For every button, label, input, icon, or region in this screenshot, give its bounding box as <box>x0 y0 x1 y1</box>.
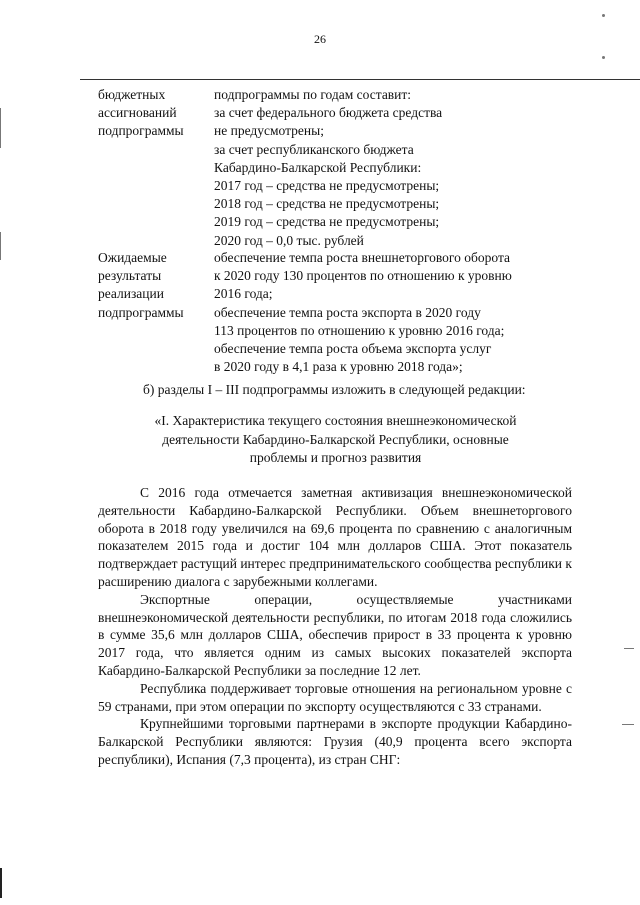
table-top-rule <box>80 79 640 80</box>
body-text <box>98 484 572 769</box>
paragraph: Экспортные операции, осуществляемые участниками внешнеэкономической деятельности республики, по итогам 2018 года сложились в сумме 35,6 млн долларов США, обеспечив прирост в 33 процента к уровню 2017 года, что является одним из самых высоких показателей экспорта Кабардино-Балкарской Республики за последние 12 лет. <box>98 591 572 678</box>
scan-speck <box>602 56 605 59</box>
scan-speck <box>624 648 634 649</box>
row-label: бюджетных ассигнований подпрограммы <box>98 87 184 139</box>
scan-mark <box>0 108 1 148</box>
scan-mark <box>0 868 2 898</box>
row-content: подпрограммы по годам составит: за счет федерального бюджета средства не предусмотрены; за счет республиканского бюджета Кабардино-Балкарской Республики: 2017 год – средства не предусмотрены; 2018 год – средства не предусмотрены; 2019 год – средства не предусмотрены; 2020 год – 0,0 тыс. рублей <box>214 87 443 248</box>
row-label: Ожидаемые результаты реализации подпрограммы <box>98 250 184 320</box>
section-heading: «I. Характеристика текущего состояния внешнеэкономической деятельности Кабардино-Балкарской Республики, основные проблемы и прогноз развития <box>154 413 517 465</box>
amendment-instruction: б) разделы I – III подпрограммы изложить в следующей редакции: <box>143 382 526 397</box>
paragraph: С 2016 года отмечается заметная активизация внешнеэкономической деятельности Кабардино-Балкарской Республики. Объем внешнеторгового оборота в 2018 году увеличился на 69,6 процента по сравнению с аналогичным показателем 2015 года и достиг 104 млн долларов США. Этот показатель подтверждает растущий интерес предпринимательского сообщества республики к расширению диалога с зарубежными коллегами. <box>98 485 572 589</box>
scan-speck <box>622 724 634 725</box>
paragraph: Республика поддерживает торговые отношения на региональном уровне с 59 странами, при этом операции по экспорту осуществляются с 33 странами. <box>98 680 572 714</box>
row-content: обеспечение темпа роста внешнеторгового оборота к 2020 году 130 процентов по отношению к уровню 2016 года; обеспечение темпа роста экспорта в 2020 году 113 процентов по отношению к уровню 2016 года; обеспечение темпа роста объема экспорта услуг в 2020 году в 4,1 раза к уровню 2018 года»; <box>214 250 512 375</box>
page-number: 26 <box>314 32 326 46</box>
paragraph: Крупнейшими торговыми партнерами в экспорте продукции Кабардино-Балкарской Республики являются: Грузия (40,9 процента всего экспорта республики), Испания (7,3 процента), из стран СНГ: <box>98 716 572 767</box>
scan-speck <box>602 14 605 17</box>
scan-mark <box>0 232 1 260</box>
